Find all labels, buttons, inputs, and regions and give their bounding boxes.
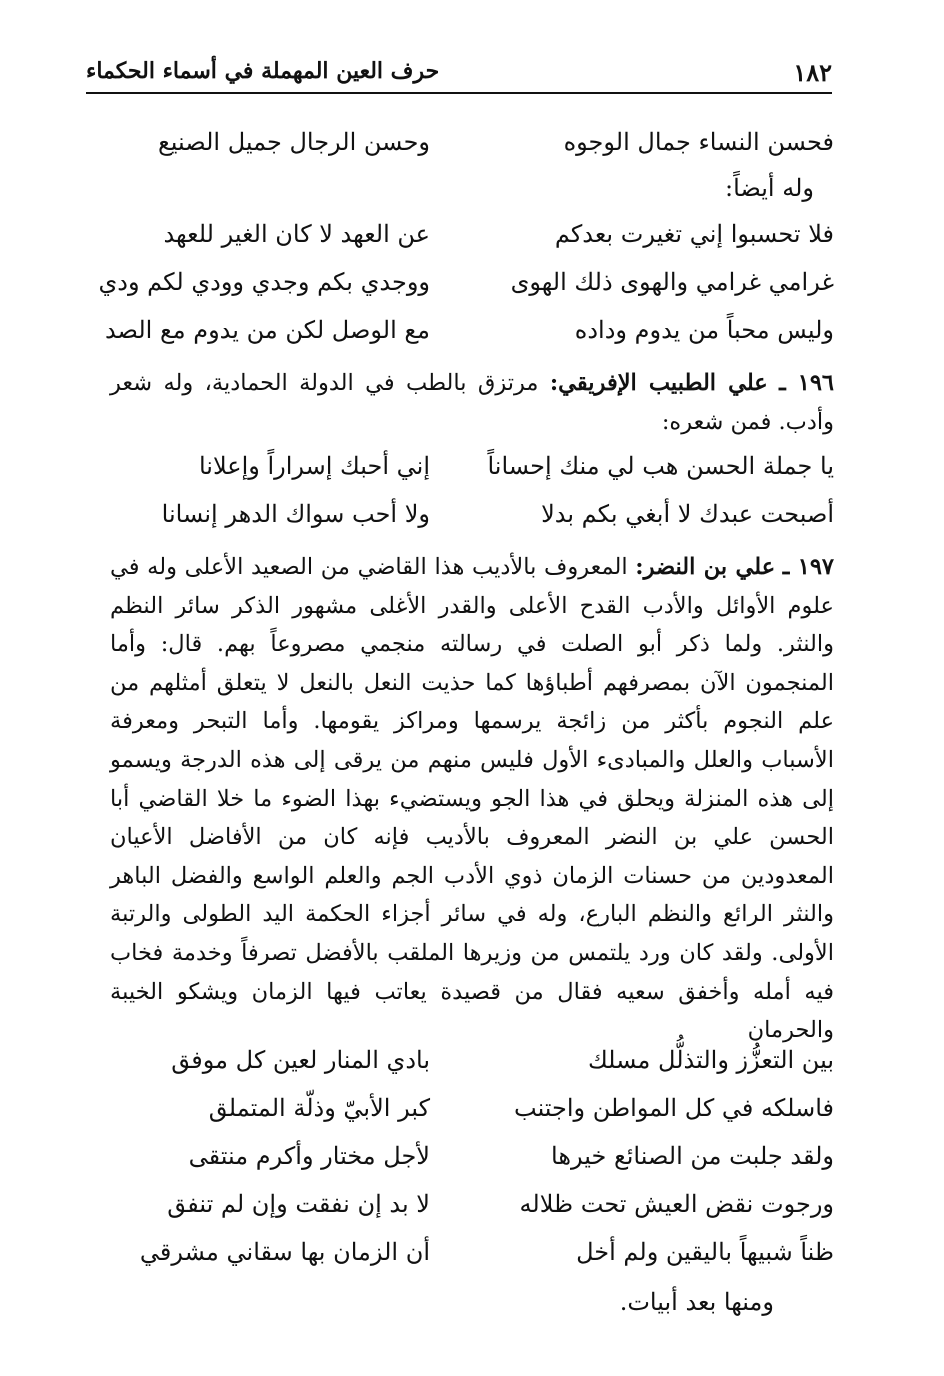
verse-second-hemistich: إني أحبك إسراراً وإعلانا xyxy=(198,452,430,480)
verse-line xyxy=(100,128,834,168)
entry-name: علي بن النضر: xyxy=(635,554,776,580)
verse-line xyxy=(100,316,834,356)
verse-line xyxy=(100,452,834,492)
entry-196 xyxy=(110,364,834,441)
verse-second-hemistich: كبر الأبيّ وذلّة المتملق xyxy=(208,1094,430,1122)
verse-second-hemistich: ووجدي بكم وجدي وودي لكم ودي xyxy=(98,268,430,296)
verse-first-hemistich: ورجوت نقض العيش تحت ظلاله xyxy=(519,1190,834,1218)
verse-first-hemistich: فاسلكه في كل المواطن واجتنب xyxy=(514,1094,834,1122)
verse-first-hemistich: ظناً شبيهاً باليقين ولم أخل xyxy=(576,1238,834,1266)
page-number: ١٨٢ xyxy=(793,58,832,87)
after-label: ومنها بعد أبيات. xyxy=(619,1288,774,1316)
entry-197 xyxy=(110,548,834,1050)
entry-text: المعروف بالأديب هذا القاضي من الصعيد الأعلى وله في علوم الأوائل والأدب القدح الأعلى والقدر الأغلى مشهور الذكر سائر النظم والنثر. ولما ذكر أبو الصلت في رسالته منجمي مصروعاً بهم. قال: وأما المنجمون الآن بمصرفهم أطباؤها كما حذيت النعل بالنعل لا يتعلق أمثلهم من علم النجوم بأكثر من زائجة يرسمها ومراكز يقومها. وأما التبحر ومعرفة الأسباب والعلل والمبادىء الأول فليس منهم من يرقى إلى هذه الدرجة ويسمو إلى هذه المنزلة ويحلق في هذا الجو ويستضيء بهذا الضوء ما خلا القاضي أبا الحسن علي بن النضر المعروف بالأديب فإنه كان من الأفاضل الأعيان المعدودين من حسنات الزمان ذوي الأدب الجم والعلم الواسع والفضل الباهر والنثر الرائع والنظم البارع، وله في سائر أجزاء الحكمة اليد الطولى والرتبة الأولى. ولقد كان ورد يلتمس من وزيرها الملقب بالأفضل تصرفاً وخدمة فخاب فيه أمله وأخفق سعيه فقال من قصيدة يعاتب فيها الزمان ويشكو الخيبة والحرمان xyxy=(110,554,834,1044)
page-header xyxy=(86,52,832,94)
verse-first-hemistich: أصبحت عبدك لا أبغي بكم بدلا xyxy=(541,500,834,528)
verse-line xyxy=(100,500,834,540)
verse-first-hemistich: فلا تحسبوا إني تغيرت بعدكم xyxy=(554,220,834,248)
verse-line xyxy=(100,1190,834,1230)
verse-second-hemistich: لا بد إن نفقت وإن لم تنفق xyxy=(167,1190,430,1218)
verse-second-hemistich: مع الوصل لكن من يدوم مع الصد xyxy=(104,316,430,344)
entry-number: ١٩٧ ـ xyxy=(782,554,834,580)
verse-first-hemistich: بين التعزُّز والتذلُّل مسلك xyxy=(587,1046,834,1074)
verse-line xyxy=(100,1238,834,1278)
verse-first-hemistich: فحسن النساء جمال الوجوه xyxy=(563,128,834,156)
entry-text: مرتزق بالطب في الدولة الحمادية، وله شعر وأدب. فمن شعره: xyxy=(110,370,834,435)
verse-line xyxy=(100,1046,834,1086)
verse-second-hemistich: بادي المنار لعين كل موفق xyxy=(171,1046,430,1074)
verse-second-hemistich: وحسن الرجال جميل الصنيع xyxy=(158,128,430,156)
verse-second-hemistich: عن العهد لا كان الغير للعهد xyxy=(163,220,430,248)
verse-first-hemistich: وليس محباً من يدوم وداده xyxy=(574,316,834,344)
entry-name: علي الطبيب الإفريقي: xyxy=(549,370,768,396)
verse-first-hemistich: ولقد جلبت من الصنائع خيرها xyxy=(551,1142,834,1170)
verse-second-hemistich: لأجل مختار وأكرم منتقى xyxy=(188,1142,430,1170)
verse-line xyxy=(100,268,834,308)
verse-first-hemistich: يا جملة الحسن هب لي منك إحساناً xyxy=(487,452,834,480)
verse-line xyxy=(100,1142,834,1182)
also-label: وله أيضاً: xyxy=(725,174,814,202)
verse-second-hemistich: أن الزمان بها سقاني مشرقي xyxy=(139,1238,430,1266)
entry-number: ١٩٦ ـ xyxy=(779,370,834,396)
verse-first-hemistich: غرامي غرامي والهوى ذلك الهوى xyxy=(510,268,834,296)
running-title: حرف العين المهملة في أسماء الحكماء xyxy=(86,58,440,84)
verse-line xyxy=(100,220,834,260)
verse-second-hemistich: ولا أحب سواك الدهر إنسانا xyxy=(161,500,430,528)
verse-line xyxy=(100,1094,834,1134)
